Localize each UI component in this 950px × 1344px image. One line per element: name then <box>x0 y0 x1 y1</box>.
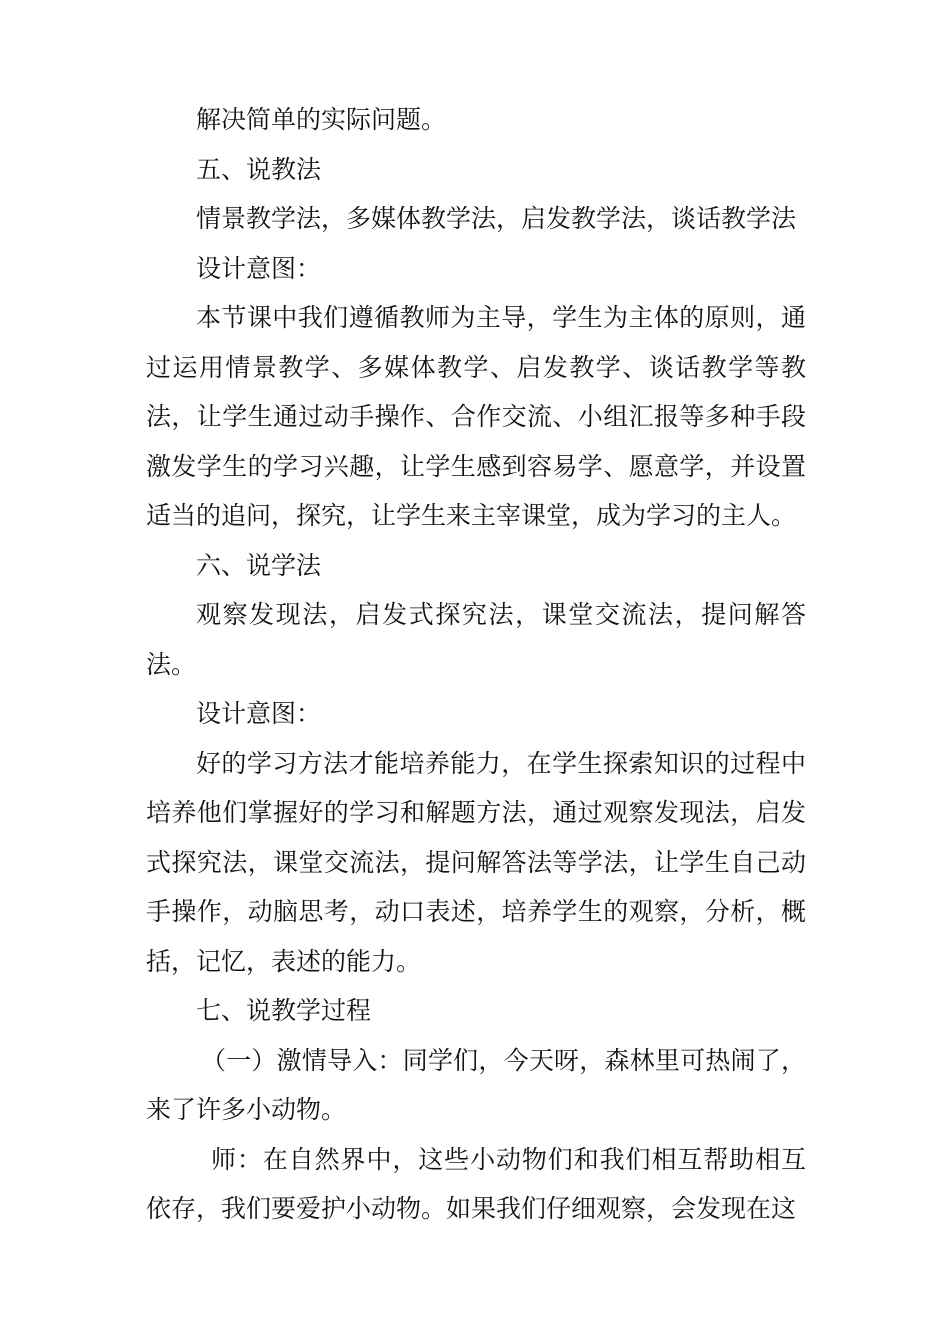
section-heading-teaching-process: 七、说教学过程 <box>196 996 372 1025</box>
label-design-intent-2: 设计意图： <box>196 699 322 728</box>
paragraph-teaching-methods: 情景教学法，多媒体教学法，启发教学法，谈话教学法 <box>196 204 797 233</box>
paragraph-design-intent-1: 本节课中我们遵循教师为主导，学生为主体的原则，通过运用情景教学、多媒体教学、启发教学、谈话教学等教法，让学生通过动手操作、合作交流、小组汇报等多种手段激发学生的学习兴趣，让学生感到容易学、愿意学，并设置适当的追问，探究，让学生来主宰课堂，成为学习的主人。 <box>146 303 806 530</box>
paragraph-design-intent-2: 好的学习方法才能培养能力，在学生探索知识的过程中培养他们掌握好的学习和解题方法，通过观察发现法，启发式探究法，课堂交流法，提问解答法等学法，让学生自己动手操作，动脑思考，动口表述，培养学生的观察，分析，概括，记忆，表述的能力。 <box>146 748 806 976</box>
paragraph-learning-methods: 观察发现法，启发式探究法，课堂交流法，提问解答法。 <box>146 600 806 679</box>
paragraph-continuation: 解决简单的实际问题。 <box>196 105 447 134</box>
paragraph-intro: （一）激情导入：同学们，今天呀，森林里可热闹了，来了许多小动物。 <box>146 1045 806 1124</box>
label-design-intent-1: 设计意图： <box>196 253 322 283</box>
paragraph-teacher: 师：在自然界中，这些小动物们和我们相互帮助相互依存，我们要爱护小动物。如果我们仔细观察，会发现在这 <box>146 1144 806 1223</box>
section-heading-teaching-method: 五、说教法 <box>196 154 322 184</box>
document-page <box>146 95 806 1234</box>
section-heading-learning-method: 六、说学法 <box>196 550 322 580</box>
